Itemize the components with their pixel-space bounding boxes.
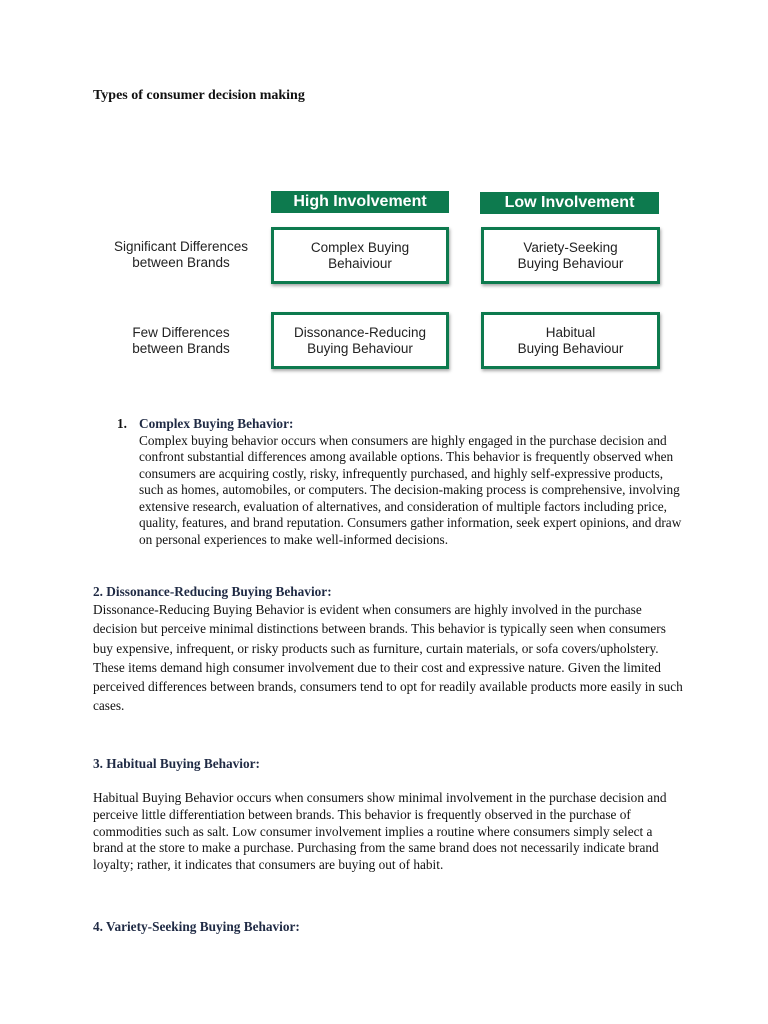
section-heading: Complex Buying Behavior: — [139, 416, 294, 431]
row-label-significant-differences: Significant Differences between Brands — [113, 239, 249, 270]
section-body-habitual: Habitual Buying Behavior occurs when consumers show minimal involvement in the purchase decision and perceive little differentiation between brands. This behavior is frequently observed in the purchase of commodities such as salt. Low consumer involvement implies a routine where consumers simply select a brand at the store to make a purchase. Purchasing from the same brand does not necessarily indicate brand loyalty; rather, it indicates that consumers are buying out of habit. — [93, 790, 667, 873]
list-number: 1. — [117, 416, 127, 431]
section-complex-buying — [93, 416, 683, 548]
section-heading-habitual: 3. Habitual Buying Behavior: — [93, 756, 260, 771]
header-high-involvement: High Involvement — [271, 191, 449, 213]
section-body: Complex buying behavior occurs when consumers are highly engaged in the purchase decision and confront substantial differences among available options. This behavior is frequently observed when consumers are acquiring costly, risky, infrequently purchased, and highly self-expressive products, such as homes, automobiles, or computers. The decision-making process is comprehensive, involving extensive research, evaluation of alternatives, and consideration of multiple factors including price, quality, features, and brand reputation. Consumers gather information, seek expert opinions, and draw on personal experiences to make well-informed decisions. — [139, 432, 682, 547]
cell-variety-seeking: Variety-Seeking Buying Behaviour — [481, 227, 660, 284]
cell-habitual: Habitual Buying Behaviour — [481, 312, 660, 369]
cell-complex-buying: Complex Buying Behaiviour — [271, 227, 449, 284]
section-heading-dissonance: 2. Dissonance-Reducing Buying Behavior: — [93, 584, 332, 599]
header-low-involvement: Low Involvement — [480, 192, 659, 214]
cell-dissonance-reducing: Dissonance-Reducing Buying Behaviour — [271, 312, 449, 369]
row-label-few-differences: Few Differences between Brands — [132, 325, 230, 356]
section-heading-variety: 4. Variety-Seeking Buying Behavior: — [93, 919, 300, 934]
section-body-dissonance: Dissonance-Reducing Buying Behavior is evident when consumers are highly involved in the purchase decision but perceive minimal distinctions between brands. This behavior is typically seen when consumers buy expensive, infrequent, or risky products such as furniture, curtain materials, or sofa covers/upholstery. These items demand high consumer involvement due to their cost and expressive nature. Given the limited perceived differences between brands, consumers tend to opt for readily available products more easily in such cases. — [93, 602, 683, 714]
page-title: Types of consumer decision making — [93, 88, 305, 103]
involvement-matrix-diagram — [0, 0, 768, 400]
